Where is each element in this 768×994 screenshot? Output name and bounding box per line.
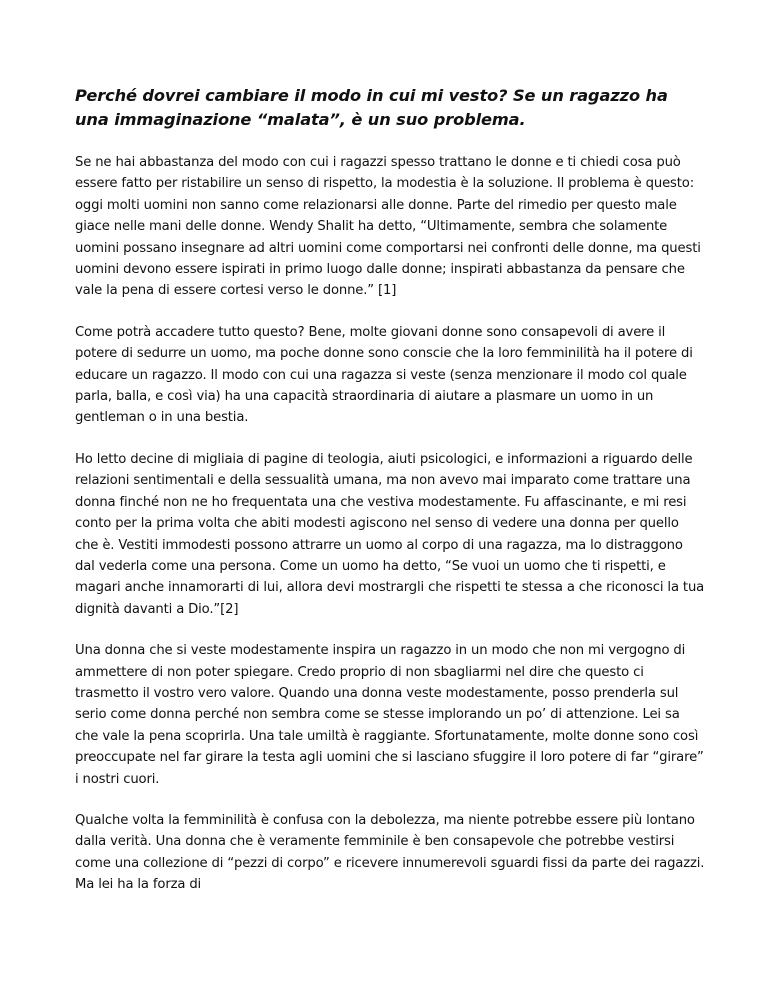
paragraph-4: Una donna che si veste modestamente inspira un ragazzo in un modo che non mi vergogno di ammettere di non poter spiegare. Credo proprio di non sbagliarmi nel dire che questo ci trasmetto il vostro vero valore. Quando una donna veste modestamente, posso prenderla sul serio come donna perché non sembra come se stesse implorando un po’ di attenzione. Lei sa che vale la pena scoprirla. Una tale umiltà è raggiante. Sfortunatamente, molte donne sono così preoccupate nel far girare la testa agli uomini che si lasciano sfuggire il loro potere di far “girare” i nostri cuori. [75,643,704,787]
paragraph-5: Qualche volta la femminilità è confusa con la debolezza, ma niente potrebbe essere più lontano dalla verità. Una donna che è veramente femminile è ben consapevole che potrebbe vestirsi come una collezione di “pezzi di corpo” e ricevere innumerevoli sguardi fissi da parte dei ragazzi. Ma lei ha la forza di [75,812,705,893]
paragraph-2: Come potrà accadere tutto questo? Bene, molte giovani donne sono consapevoli di avere il potere di sedurre un uomo, ma poche donne sono conscie che la loro femminilità ha il potere di educare un ragazzo. Il modo con cui una ragazza si veste (senza menzionare il modo col quale parla, balla, e così via) ha una capacità straordinaria di aiutare a plasmare un uomo in un gentleman o in una bestia. [75,324,693,426]
document-title: Perché dovrei cambiare il modo in cui mi vesto? Se un ragazzo ha una immaginazione “malata”, è un suo problema. [75,86,668,129]
paragraph-1: Se ne hai abbastanza del modo con cui i ragazzi spesso trattano le donne e ti chiedi cosa può essere fatto per ristabilire un senso di rispetto, la modestia è la soluzione. Il problema è questo: oggi molti uomini non sanno come relazionarsi alle donne. Parte del rimedio per questo male giace nelle mani delle donne. Wendy Shalit ha detto, “Ultimamente, sembra che solamente uomini possano insegnare ad altri uomini come comportarsi nei confronti delle donne, ma questi uomini devono essere ispirati in primo luogo dalle donne; inspirati abbastanza da pensare che vale la pena di essere cortesi verso le donne.” [1] [75,155,701,299]
document-page [75,84,705,916]
paragraph-3: Ho letto decine di migliaia di pagine di teologia, aiuti psicologici, e informazioni a riguardo delle relazioni sentimentali e della sessualità umana, ma non avevo mai imparato come trattare una donna finché non ne ho frequentata una che vestiva modestamente. Fu affascinante, e mi resi conto per la prima volta che abiti modesti agiscono nel senso di vedere una donna per quello che è. Vestiti immodesti possono attrarre un uomo al corpo di una ragazza, ma lo distraggono dal vederla come una persona. Come un uomo ha detto, “Se vuoi un uomo che ti rispetti, e magari anche innamorarti di lui, allora devi mostrargli che rispetti te stessa a che riconosci la tua dignità davanti a Dio.”[2] [75,451,705,617]
